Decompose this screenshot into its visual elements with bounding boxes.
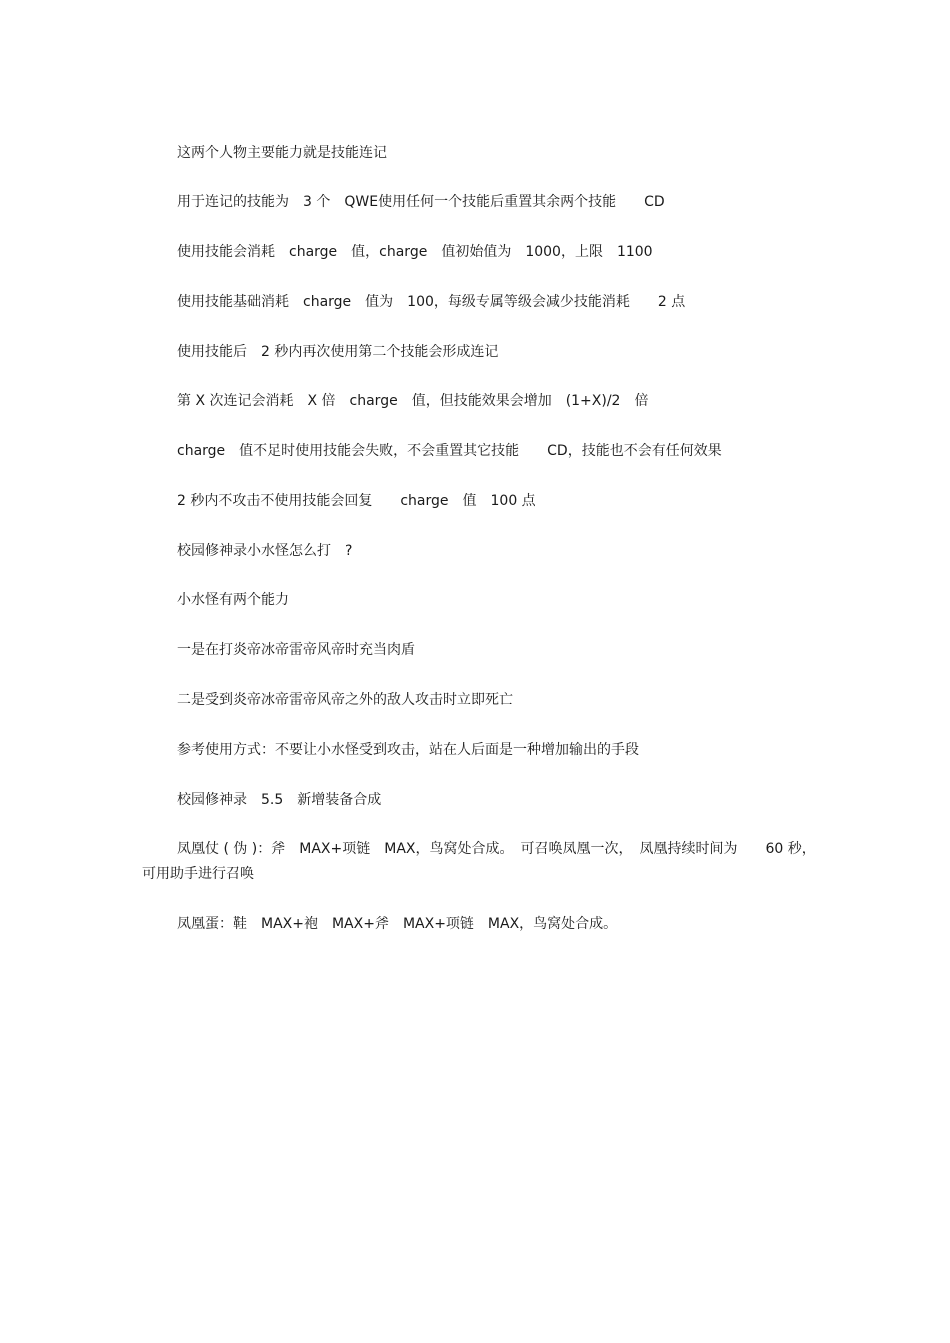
paragraph-6: 第 X 次连记会消耗 X 倍 charge 值，但技能效果会增加 (1+X)/2 倍 [177,393,649,409]
paragraph-12: 二是受到炎帝冰帝雷帝风帝之外的敌人攻击时立即死亡 [177,692,513,708]
paragraph-15: 凤凰仗 ( 伪 )：斧 MAX+项链 MAX，鸟窝处合成。 可召唤凤凰一次， 凤凰持续时间为 60 秒，可用助手进行召唤 [142,841,816,882]
paragraph-4: 使用技能基础消耗 charge 值为 100，每级专属等级会减少技能消耗 2 点 [177,294,686,310]
paragraph-14: 校园修神录 5.5 新增装备合成 [177,792,382,808]
paragraph-8: 2 秒内不攻击不使用技能会回复 charge 值 100 点 [177,493,536,509]
paragraph-16: 凤凰蛋：鞋 MAX+袍 MAX+斧 MAX+项链 MAX，鸟窝处合成。 [177,916,618,932]
paragraph-9: 校园修神录小水怪怎么打 ? [177,543,353,559]
paragraph-3: 使用技能会消耗 charge 值，charge 值初始值为 1000，上限 1100 [177,244,653,260]
paragraph-1: 这两个人物主要能力就是技能连记 [177,145,387,161]
paragraph-13: 参考使用方式：不要让小水怪受到攻击，站在人后面是一种增加输出的手段 [177,742,639,758]
paragraph-5: 使用技能后 2 秒内再次使用第二个技能会形成连记 [177,344,499,360]
paragraph-7: charge 值不足时使用技能会失败，不会重置其它技能 CD，技能也不会有任何效果 [177,443,722,459]
paragraph-10: 小水怪有两个能力 [177,592,289,608]
paragraph-11: 一是在打炎帝冰帝雷帝风帝时充当肉盾 [177,642,415,658]
paragraph-2: 用于连记的技能为 3 个 QWE使用任何一个技能后重置其余两个技能 CD [177,194,665,210]
